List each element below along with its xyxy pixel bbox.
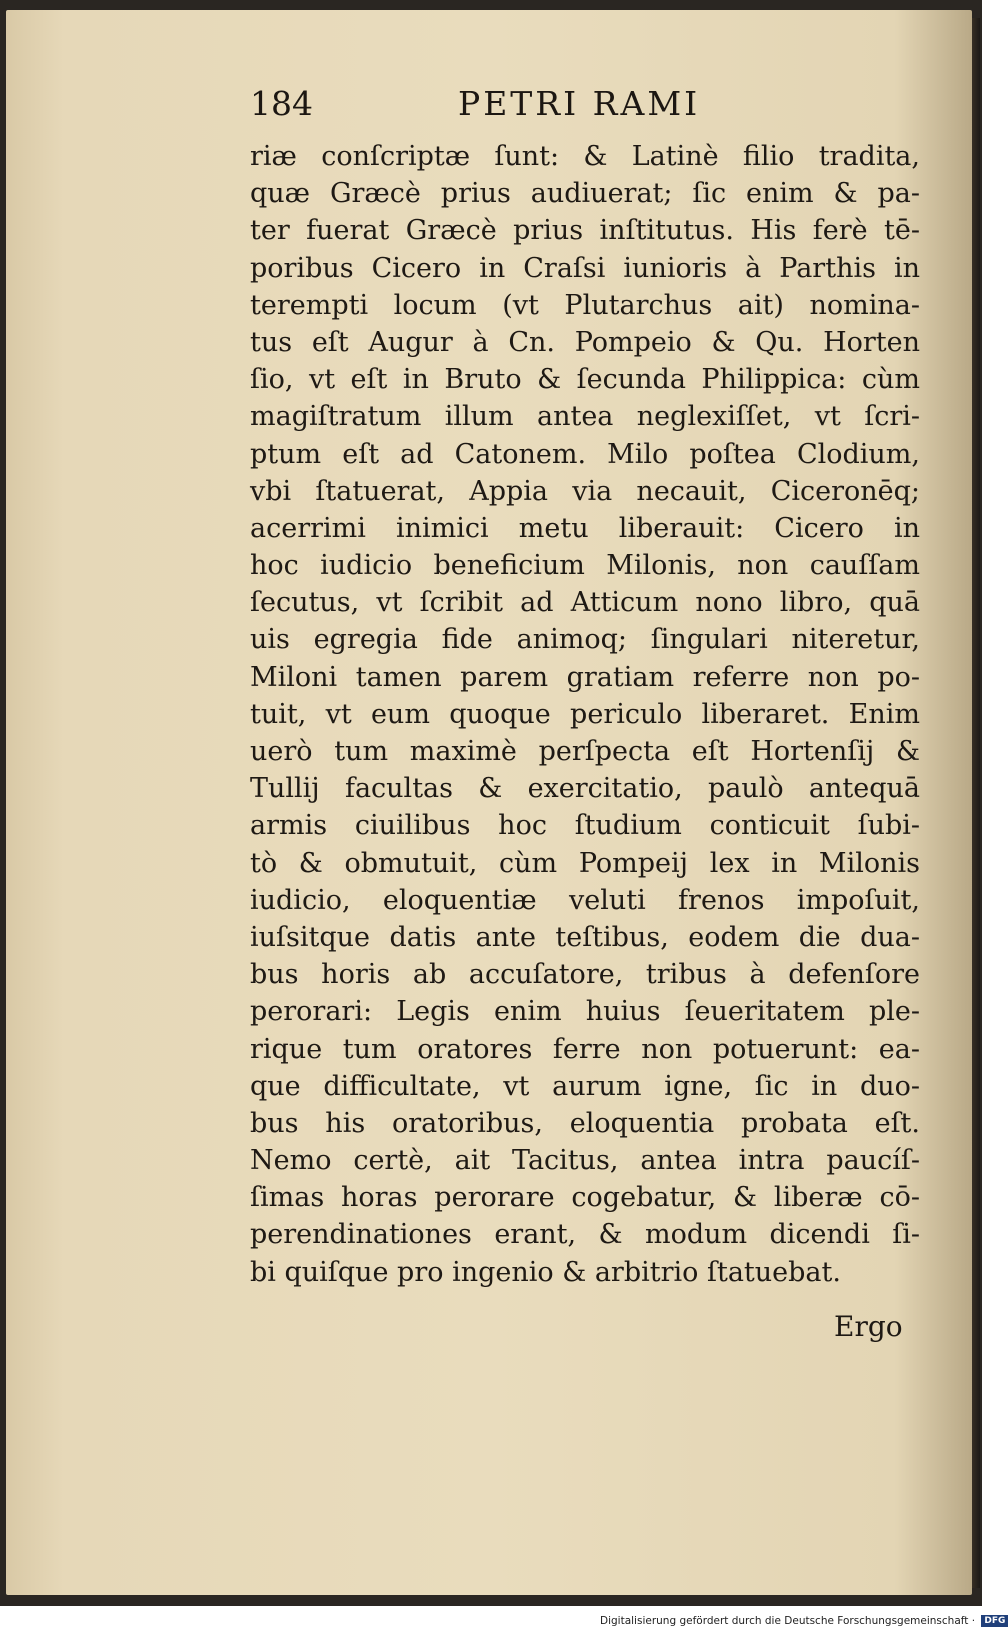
credit-text: Digitalisierung gefördert durch die Deutsche Forschungsgemeinschaft · (600, 1615, 976, 1627)
text-line: bus horis ab accuſatore, tribus à defenſore (250, 959, 920, 991)
text-line: ſio, vt eſt in Bruto & ſecunda Philippica: cùm (250, 364, 920, 396)
text-line: iuſsitque datis ante teſtibus, eodem die dua- (250, 921, 920, 953)
text-line: quæ Græcè prius audiuerat; ſic enim & pa- (250, 178, 920, 210)
text-line: iudicio, eloquentiæ veluti frenos impoſuit, (250, 884, 920, 916)
text-line: perorari: Legis enim huius ſeueritatem ple- (250, 996, 920, 1028)
text-line: ter fuerat Græcè prius inſtitutus. His ferè tē- (250, 215, 920, 247)
body-text (250, 138, 920, 1291)
text-line: rique tum oratores ferre non potuerunt: ea- (250, 1033, 920, 1065)
text-line: hoc iudicio beneficium Milonis, non cauſſam (250, 550, 920, 582)
text-line: poribus Cicero in Craſsi iunioris à Parthis in (250, 252, 920, 284)
text-line: acerrimi inimici metu liberauit: Cicero in (250, 512, 920, 544)
text-line: magiſtratum illum antea neglexiſſet, vt ſcri- (250, 401, 920, 433)
text-line: terempti locum (vt Plutarchus ait) nomina- (250, 289, 920, 321)
text-line: tuit, vt eum quoque periculo liberaret. Enim (250, 698, 920, 730)
digitization-credit (600, 1615, 1006, 1633)
text-line: bus his oratoribus, eloquentia probata eſt. (250, 1107, 920, 1139)
text-line: ſimas horas perorare cogebatur, & liberæ cō- (250, 1182, 920, 1214)
text-line: Tullij facultas & exercitatio, paulò antequā (250, 773, 920, 805)
text-line: ptum eſt ad Catonem. Milo poſtea Clodium, (250, 438, 920, 470)
text-line: tò & obmutuit, cùm Pompeij lex in Milonis (250, 847, 920, 879)
text-line: bi quiſque pro ingenio & arbitrio ſtatuebat. (250, 1256, 841, 1288)
text-line: ſecutus, vt ſcribit ad Atticum nono libro, quā (250, 587, 920, 619)
text-line: vbi ſtatuerat, Appia via necauit, Ciceronēq; (250, 475, 920, 507)
catchword: Ergo (834, 1310, 903, 1343)
text-line: que difficultate, vt aurum igne, ſic in duo- (250, 1070, 920, 1102)
text-line: perendinationes erant, & modum dicendi ſi- (250, 1219, 920, 1251)
running-head: PETRI RAMI (458, 84, 701, 123)
text-line: tus eſt Augur à Cn. Pompeio & Qu. Horten (250, 326, 920, 358)
text-line: riæ conſcriptæ ſunt: & Latinè filio tradita, (250, 141, 920, 172)
page-header (250, 84, 920, 136)
page-number: 184 (250, 84, 313, 123)
text-line: armis ciuilibus hoc ſtudium conticuit ſubi- (250, 810, 920, 842)
text-line: Nemo certè, ait Tacitus, antea intra paucíſ- (250, 1145, 920, 1177)
text-line: Miloni tamen parem gratiam referre non po- (250, 661, 920, 693)
text-line: uerò tum maximè perſpecta eſt Hortenſij & (250, 736, 920, 767)
dfg-logo: DFG (981, 1615, 1008, 1627)
text-line: uis egregia fide animoq; ſingulari niteretur, (250, 624, 920, 656)
